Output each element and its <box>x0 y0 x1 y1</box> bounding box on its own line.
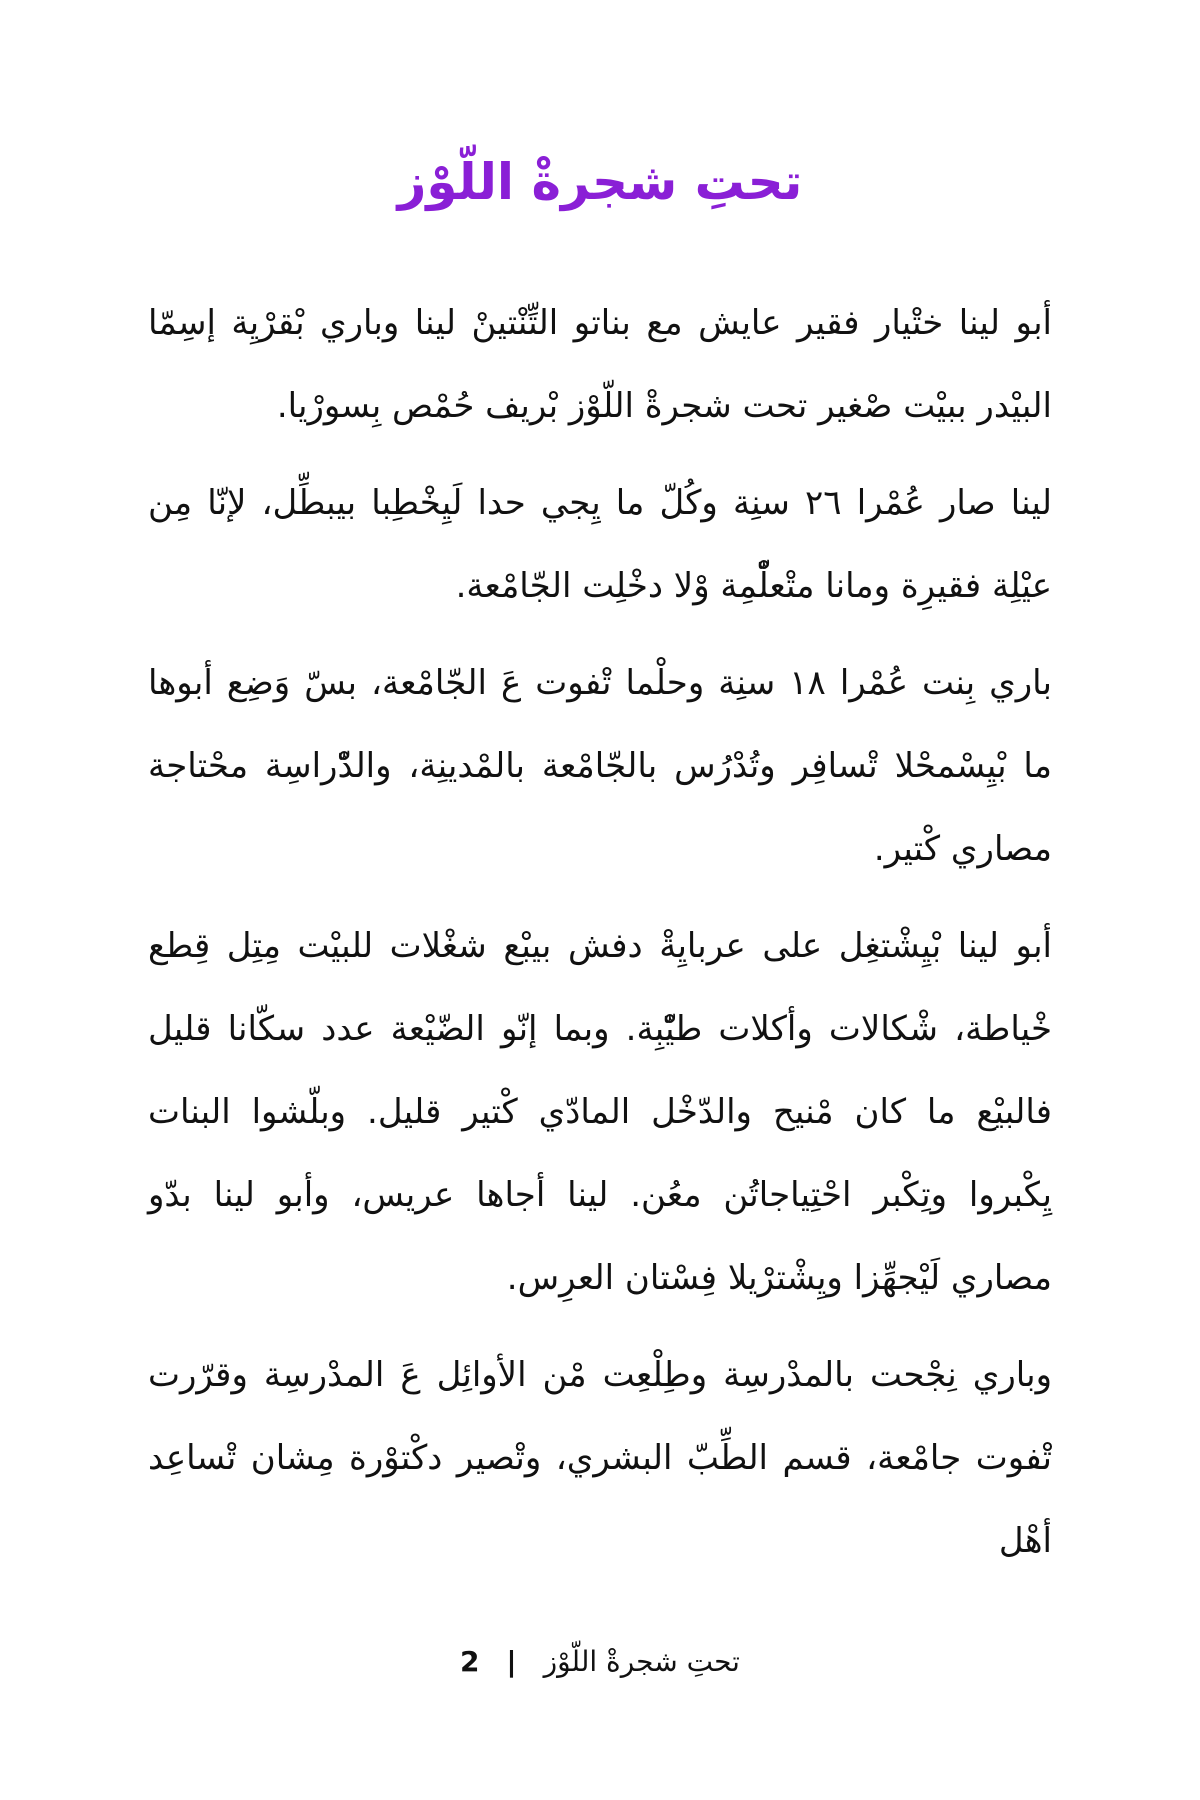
story-text <box>148 282 1052 1597</box>
paragraph-2: لينا صار عُمْرا ٢٦ سنِة وكُلّ ما يِجي حدا لَيِخْطِبا بيبطِّل، لإنّا مِن عيْلِة فقيرِة ومانا متْعلّْمِة وْلا دخْلِت الجّامْعة. <box>148 483 1052 606</box>
paragraph-1: أبو لينا ختْيار فقير عايش مع بناتو التِّنْتينْ لينا وباري بْقرْيِة إسِمّا البيْدر ببيْت صْغير تحت شجرةْ اللّوْز بْريف حُمْص بِسورْيا. <box>148 303 1052 426</box>
page-number: 2 <box>460 1645 480 1678</box>
paragraph-3: باري بِنت عُمْرا ١٨ سنِة وحلْما تْفوت عَ الجّامْعة، بسّ وَضِع أبوها ما بْيِسْمحْلا تْسافِر وتُدْرُس بالجّامْعة بالمْدينِة، والدّْراسِة محْتاجة مصاري كْتير. <box>148 663 1052 869</box>
page-footer <box>0 1645 1200 1678</box>
page-title: تحتِ شجرةْ اللّوْز <box>397 153 803 211</box>
footer-title: تحتِ شجرةْ اللّوْز <box>543 1645 740 1678</box>
paragraph-4: أبو لينا بْيِشْتغِل على عربايِةْ دفش بيبْع شغْلات للبيْت مِتِل قِطع خْياطة، شْكالات وأكلات طيّْبِة. وبما إنّو الضّيْعة عدد سكّانا قليل فالبيْع ما كان مْنيح والدّخْل المادّي كْتير قليل. وبلّشوا البنات يِكْبروا وتِكْبر احْتِياجاتُن معُن. لينا أجاها عريس، وأبو لينا بدّو مصاري لَيْجهِّزا ويِشْترْيلا فِسْتان العرِس. <box>148 926 1052 1298</box>
paragraph-5: وباري نِجْحت بالمدْرسِة وطِلْعِت مْن الأوائِل عَ المدْرسِة وقرّرت تْفوت جامْعة، قسم الطِّبّ البشري، وتْصير دكْتوْرة مِشان تْساعِد أهْل <box>148 1355 1052 1561</box>
footer-separator: | <box>506 1645 517 1678</box>
